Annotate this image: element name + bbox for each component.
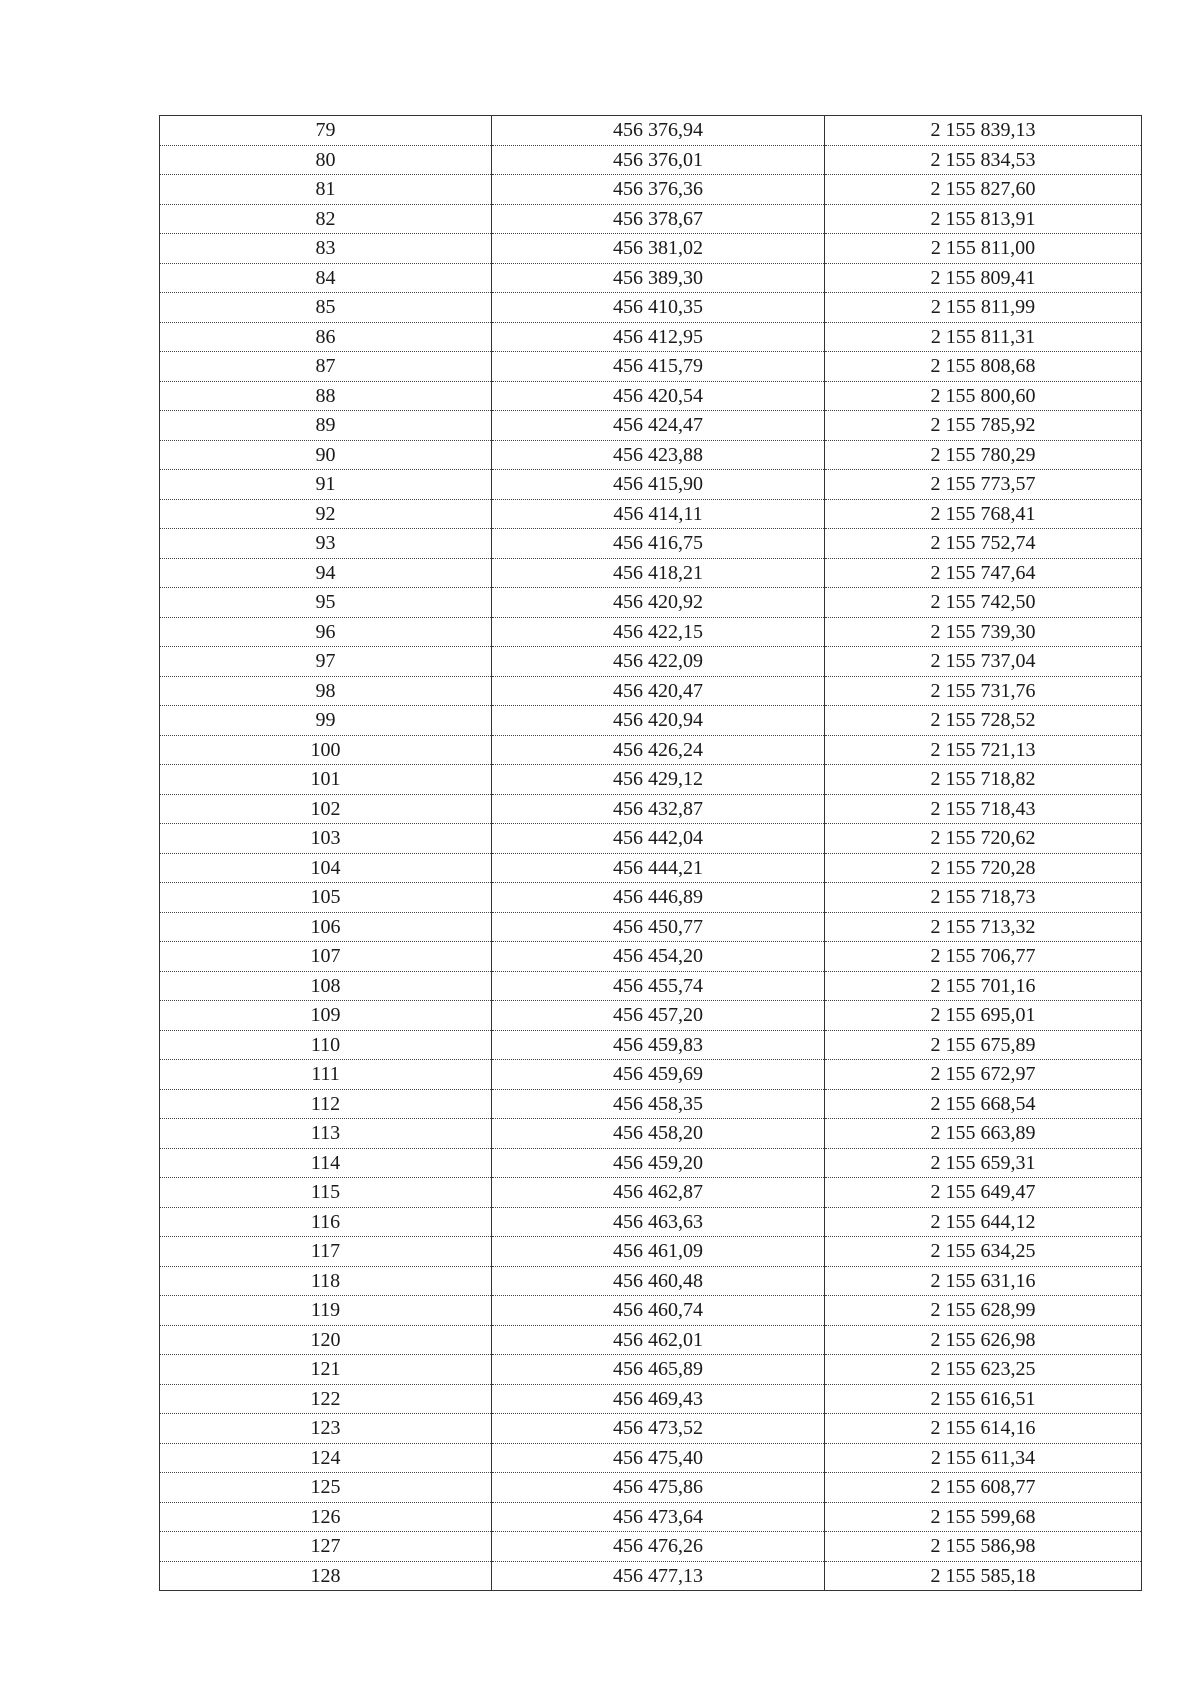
y-coordinate-cell: 2 155 672,97	[825, 1060, 1142, 1090]
table-row	[160, 1355, 1142, 1385]
x-coordinate-cell: 456 458,35	[492, 1089, 825, 1119]
table-row	[160, 942, 1142, 972]
point-number-cell: 117	[160, 1237, 492, 1267]
point-number-cell: 118	[160, 1266, 492, 1296]
x-coordinate-cell: 456 459,20	[492, 1148, 825, 1178]
point-number-cell: 83	[160, 234, 492, 264]
y-coordinate-cell: 2 155 811,31	[825, 322, 1142, 352]
table-row	[160, 735, 1142, 765]
y-coordinate-cell: 2 155 713,32	[825, 912, 1142, 942]
x-coordinate-cell: 456 426,24	[492, 735, 825, 765]
x-coordinate-cell: 456 418,21	[492, 558, 825, 588]
x-coordinate-cell: 456 446,89	[492, 883, 825, 913]
y-coordinate-cell: 2 155 780,29	[825, 440, 1142, 470]
point-number-cell: 93	[160, 529, 492, 559]
y-coordinate-cell: 2 155 839,13	[825, 116, 1142, 146]
x-coordinate-cell: 456 389,30	[492, 263, 825, 293]
x-coordinate-cell: 456 473,64	[492, 1502, 825, 1532]
table-row	[160, 1030, 1142, 1060]
y-coordinate-cell: 2 155 718,82	[825, 765, 1142, 795]
y-coordinate-cell: 2 155 599,68	[825, 1502, 1142, 1532]
table-row	[160, 883, 1142, 913]
x-coordinate-cell: 456 410,35	[492, 293, 825, 323]
y-coordinate-cell: 2 155 614,16	[825, 1414, 1142, 1444]
point-number-cell: 108	[160, 971, 492, 1001]
table-row	[160, 706, 1142, 736]
y-coordinate-cell: 2 155 626,98	[825, 1325, 1142, 1355]
table-row	[160, 647, 1142, 677]
point-number-cell: 113	[160, 1119, 492, 1149]
point-number-cell: 103	[160, 824, 492, 854]
table-row	[160, 1473, 1142, 1503]
table-row	[160, 263, 1142, 293]
point-number-cell: 116	[160, 1207, 492, 1237]
y-coordinate-cell: 2 155 768,41	[825, 499, 1142, 529]
point-number-cell: 128	[160, 1561, 492, 1591]
y-coordinate-cell: 2 155 834,53	[825, 145, 1142, 175]
x-coordinate-cell: 456 473,52	[492, 1414, 825, 1444]
x-coordinate-cell: 456 376,36	[492, 175, 825, 205]
y-coordinate-cell: 2 155 811,00	[825, 234, 1142, 264]
x-coordinate-cell: 456 376,94	[492, 116, 825, 146]
point-number-cell: 122	[160, 1384, 492, 1414]
y-coordinate-cell: 2 155 747,64	[825, 558, 1142, 588]
table-row	[160, 529, 1142, 559]
y-coordinate-cell: 2 155 720,62	[825, 824, 1142, 854]
table-row	[160, 1443, 1142, 1473]
x-coordinate-cell: 456 415,90	[492, 470, 825, 500]
table-row	[160, 381, 1142, 411]
point-number-cell: 105	[160, 883, 492, 913]
table-row	[160, 1296, 1142, 1326]
y-coordinate-cell: 2 155 628,99	[825, 1296, 1142, 1326]
point-number-cell: 84	[160, 263, 492, 293]
point-number-cell: 86	[160, 322, 492, 352]
table-row	[160, 1384, 1142, 1414]
table-row	[160, 1532, 1142, 1562]
point-number-cell: 111	[160, 1060, 492, 1090]
point-number-cell: 106	[160, 912, 492, 942]
point-number-cell: 88	[160, 381, 492, 411]
table-row	[160, 824, 1142, 854]
x-coordinate-cell: 456 412,95	[492, 322, 825, 352]
x-coordinate-cell: 456 458,20	[492, 1119, 825, 1149]
y-coordinate-cell: 2 155 728,52	[825, 706, 1142, 736]
table-row	[160, 676, 1142, 706]
x-coordinate-cell: 456 442,04	[492, 824, 825, 854]
coordinates-table	[159, 115, 1142, 1591]
point-number-cell: 102	[160, 794, 492, 824]
point-number-cell: 92	[160, 499, 492, 529]
point-number-cell: 96	[160, 617, 492, 647]
y-coordinate-cell: 2 155 809,41	[825, 263, 1142, 293]
x-coordinate-cell: 456 420,54	[492, 381, 825, 411]
point-number-cell: 80	[160, 145, 492, 175]
x-coordinate-cell: 456 423,88	[492, 440, 825, 470]
table-row	[160, 1119, 1142, 1149]
y-coordinate-cell: 2 155 706,77	[825, 942, 1142, 972]
x-coordinate-cell: 456 420,47	[492, 676, 825, 706]
point-number-cell: 101	[160, 765, 492, 795]
table-row	[160, 499, 1142, 529]
table-row	[160, 175, 1142, 205]
x-coordinate-cell: 456 475,86	[492, 1473, 825, 1503]
y-coordinate-cell: 2 155 586,98	[825, 1532, 1142, 1562]
point-number-cell: 107	[160, 942, 492, 972]
table-row	[160, 234, 1142, 264]
y-coordinate-cell: 2 155 721,13	[825, 735, 1142, 765]
y-coordinate-cell: 2 155 649,47	[825, 1178, 1142, 1208]
y-coordinate-cell: 2 155 742,50	[825, 588, 1142, 618]
table-row	[160, 1001, 1142, 1031]
x-coordinate-cell: 456 469,43	[492, 1384, 825, 1414]
table-row	[160, 440, 1142, 470]
x-coordinate-cell: 456 381,02	[492, 234, 825, 264]
y-coordinate-cell: 2 155 737,04	[825, 647, 1142, 677]
x-coordinate-cell: 456 376,01	[492, 145, 825, 175]
point-number-cell: 100	[160, 735, 492, 765]
x-coordinate-cell: 456 429,12	[492, 765, 825, 795]
point-number-cell: 87	[160, 352, 492, 382]
point-number-cell: 90	[160, 440, 492, 470]
table-row	[160, 558, 1142, 588]
point-number-cell: 109	[160, 1001, 492, 1031]
table-row	[160, 204, 1142, 234]
table-row	[160, 470, 1142, 500]
table-row	[160, 1060, 1142, 1090]
y-coordinate-cell: 2 155 616,51	[825, 1384, 1142, 1414]
x-coordinate-cell: 456 462,87	[492, 1178, 825, 1208]
y-coordinate-cell: 2 155 695,01	[825, 1001, 1142, 1031]
point-number-cell: 89	[160, 411, 492, 441]
y-coordinate-cell: 2 155 811,99	[825, 293, 1142, 323]
point-number-cell: 104	[160, 853, 492, 883]
table-row	[160, 1237, 1142, 1267]
x-coordinate-cell: 456 414,11	[492, 499, 825, 529]
x-coordinate-cell: 456 422,09	[492, 647, 825, 677]
table-row	[160, 617, 1142, 647]
table-row	[160, 1089, 1142, 1119]
x-coordinate-cell: 456 455,74	[492, 971, 825, 1001]
table-row	[160, 411, 1142, 441]
point-number-cell: 110	[160, 1030, 492, 1060]
point-number-cell: 125	[160, 1473, 492, 1503]
table-row	[160, 352, 1142, 382]
point-number-cell: 98	[160, 676, 492, 706]
point-number-cell: 97	[160, 647, 492, 677]
x-coordinate-cell: 456 416,75	[492, 529, 825, 559]
table-row	[160, 588, 1142, 618]
y-coordinate-cell: 2 155 608,77	[825, 1473, 1142, 1503]
table-row	[160, 1414, 1142, 1444]
x-coordinate-cell: 456 454,20	[492, 942, 825, 972]
x-coordinate-cell: 456 444,21	[492, 853, 825, 883]
x-coordinate-cell: 456 422,15	[492, 617, 825, 647]
y-coordinate-cell: 2 155 773,57	[825, 470, 1142, 500]
point-number-cell: 112	[160, 1089, 492, 1119]
y-coordinate-cell: 2 155 800,60	[825, 381, 1142, 411]
y-coordinate-cell: 2 155 644,12	[825, 1207, 1142, 1237]
x-coordinate-cell: 456 432,87	[492, 794, 825, 824]
y-coordinate-cell: 2 155 718,43	[825, 794, 1142, 824]
y-coordinate-cell: 2 155 785,92	[825, 411, 1142, 441]
table-row	[160, 322, 1142, 352]
y-coordinate-cell: 2 155 827,60	[825, 175, 1142, 205]
x-coordinate-cell: 456 476,26	[492, 1532, 825, 1562]
y-coordinate-cell: 2 155 623,25	[825, 1355, 1142, 1385]
table-row	[160, 1325, 1142, 1355]
x-coordinate-cell: 456 420,94	[492, 706, 825, 736]
y-coordinate-cell: 2 155 659,31	[825, 1148, 1142, 1178]
point-number-cell: 95	[160, 588, 492, 618]
y-coordinate-cell: 2 155 813,91	[825, 204, 1142, 234]
point-number-cell: 79	[160, 116, 492, 146]
table-row	[160, 971, 1142, 1001]
point-number-cell: 120	[160, 1325, 492, 1355]
y-coordinate-cell: 2 155 668,54	[825, 1089, 1142, 1119]
table-row	[160, 1502, 1142, 1532]
point-number-cell: 81	[160, 175, 492, 205]
x-coordinate-cell: 456 460,48	[492, 1266, 825, 1296]
point-number-cell: 124	[160, 1443, 492, 1473]
x-coordinate-cell: 456 475,40	[492, 1443, 825, 1473]
y-coordinate-cell: 2 155 720,28	[825, 853, 1142, 883]
y-coordinate-cell: 2 155 634,25	[825, 1237, 1142, 1267]
x-coordinate-cell: 456 415,79	[492, 352, 825, 382]
x-coordinate-cell: 456 424,47	[492, 411, 825, 441]
x-coordinate-cell: 456 463,63	[492, 1207, 825, 1237]
point-number-cell: 126	[160, 1502, 492, 1532]
x-coordinate-cell: 456 462,01	[492, 1325, 825, 1355]
y-coordinate-cell: 2 155 663,89	[825, 1119, 1142, 1149]
y-coordinate-cell: 2 155 731,76	[825, 676, 1142, 706]
table-row	[160, 1266, 1142, 1296]
point-number-cell: 91	[160, 470, 492, 500]
point-number-cell: 99	[160, 706, 492, 736]
point-number-cell: 123	[160, 1414, 492, 1444]
point-number-cell: 121	[160, 1355, 492, 1385]
point-number-cell: 119	[160, 1296, 492, 1326]
x-coordinate-cell: 456 459,69	[492, 1060, 825, 1090]
x-coordinate-cell: 456 450,77	[492, 912, 825, 942]
x-coordinate-cell: 456 460,74	[492, 1296, 825, 1326]
table-row	[160, 1178, 1142, 1208]
y-coordinate-cell: 2 155 718,73	[825, 883, 1142, 913]
point-number-cell: 85	[160, 293, 492, 323]
y-coordinate-cell: 2 155 739,30	[825, 617, 1142, 647]
x-coordinate-cell: 456 459,83	[492, 1030, 825, 1060]
table-row	[160, 794, 1142, 824]
coordinates-table-body	[160, 116, 1142, 1591]
point-number-cell: 82	[160, 204, 492, 234]
table-row	[160, 293, 1142, 323]
table-row	[160, 1561, 1142, 1591]
table-row	[160, 765, 1142, 795]
y-coordinate-cell: 2 155 611,34	[825, 1443, 1142, 1473]
point-number-cell: 94	[160, 558, 492, 588]
x-coordinate-cell: 456 378,67	[492, 204, 825, 234]
y-coordinate-cell: 2 155 701,16	[825, 971, 1142, 1001]
table-row	[160, 145, 1142, 175]
x-coordinate-cell: 456 457,20	[492, 1001, 825, 1031]
y-coordinate-cell: 2 155 585,18	[825, 1561, 1142, 1591]
table-row	[160, 1148, 1142, 1178]
x-coordinate-cell: 456 477,13	[492, 1561, 825, 1591]
point-number-cell: 127	[160, 1532, 492, 1562]
x-coordinate-cell: 456 461,09	[492, 1237, 825, 1267]
x-coordinate-cell: 456 465,89	[492, 1355, 825, 1385]
point-number-cell: 115	[160, 1178, 492, 1208]
y-coordinate-cell: 2 155 675,89	[825, 1030, 1142, 1060]
y-coordinate-cell: 2 155 631,16	[825, 1266, 1142, 1296]
point-number-cell: 114	[160, 1148, 492, 1178]
table-row	[160, 116, 1142, 146]
table-row	[160, 912, 1142, 942]
y-coordinate-cell: 2 155 752,74	[825, 529, 1142, 559]
table-row	[160, 853, 1142, 883]
x-coordinate-cell: 456 420,92	[492, 588, 825, 618]
table-row	[160, 1207, 1142, 1237]
y-coordinate-cell: 2 155 808,68	[825, 352, 1142, 382]
